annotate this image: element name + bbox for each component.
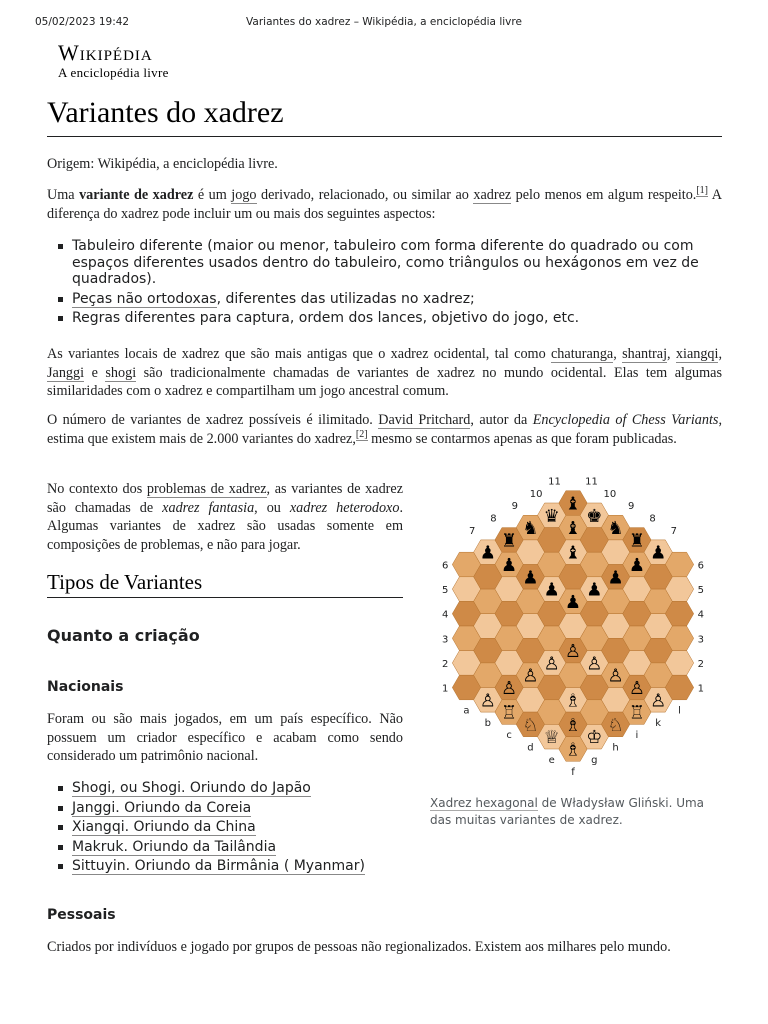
rank-label: 11 [548,476,561,488]
file-label: e [548,754,555,766]
heading-divider [47,597,403,598]
black-pawn: ♟ [543,579,560,601]
paragraph-problems [47,480,403,554]
black-pawn: ♟ [501,555,518,577]
text: No contexto dos [47,481,147,497]
rank-label: 4 [697,609,704,621]
rank-label: 4 [442,609,449,621]
text: pelo menos em algum respeito. [511,187,697,203]
rank-label: 5 [697,585,704,597]
figure-caption [430,795,710,829]
white-pawn: ♙ [650,690,667,712]
text: , [718,346,723,362]
rank-label: 3 [442,634,449,646]
paragraph-pessoais: Criados por indivíduos e jogado por grupos de pessoas não regionalizados. Existem aos milhares pelo mundo. [47,939,671,955]
reference-2[interactable]: [2] [355,428,368,440]
text: O número de variantes de xadrez possíveis é ilimitado. [47,412,379,428]
rank-label: 9 [628,501,635,513]
paragraph-ancient-variants [47,345,722,401]
file-label: b [484,717,491,729]
text: , estima que existem mais de 2.000 variantes do xadrez, [47,412,722,447]
origin-text: Origem: Wikipédia, a enciclopédia livre. [47,156,278,172]
link-xadrez-hexagonal[interactable]: Xadrez hexagonal [430,796,538,810]
link-janggi-item[interactable]: Janggi. Oriundo da Coreia [72,799,252,816]
link-shogi[interactable]: shogi [105,364,137,381]
text: mesmo se contarmos apenas as que foram publicadas. [367,430,677,447]
white-queen: ♕ [543,727,560,749]
file-label: i [635,730,639,742]
white-pawn: ♙ [479,690,496,712]
white-knight: ♘ [607,714,624,736]
link-xiangqi[interactable]: xiangqi [675,346,719,362]
link-xiangqi-item[interactable]: Xiangqi. Oriundo da China [72,819,256,835]
rank-label: 6 [442,560,449,572]
link-problemas-de-xadrez[interactable]: problemas de xadrez [146,481,267,497]
text: e [84,364,106,381]
italic-term: xadrez heterodoxo [289,499,400,516]
white-king: ♔ [586,727,603,749]
white-pawn: ♙ [607,665,624,687]
white-bishop: ♗ [564,714,582,736]
file-label: h [612,742,619,754]
white-pawn: ♙ [586,653,603,675]
intro-paragraph [47,186,722,223]
bold-term: variante de xadrez [79,187,194,203]
text: são tradicionalmente chamadas de variantes de xadrez no mundo ocidental. Elas tem algumas similaridades com o xadrez e compartilham um jogo ancestral comum. [47,364,722,399]
link-shantraj[interactable]: shantraj [622,346,668,362]
print-page-title: Variantes do xadrez – Wikipédia, a enciclopédia livre [246,16,522,28]
black-knight: ♞ [607,518,624,540]
heading-pessoais: Pessoais [47,907,116,923]
file-label: f [571,767,575,779]
file-label: l [678,705,681,717]
file-label: a [463,705,470,717]
rank-label: 8 [649,513,656,525]
text: , ou [254,499,290,516]
black-bishop: ♝ [564,542,582,564]
text: Uma [47,187,80,203]
white-rook: ♖ [501,702,518,724]
text: , as variantes de xadrez são chamadas de [47,481,403,516]
white-bishop: ♗ [564,690,582,712]
book-title: Encyclopedia of Chess Variants [532,412,719,428]
wikipedia-logo[interactable] [58,42,169,81]
list-item [47,291,707,308]
origin-note [47,155,722,174]
heading-quanto-a-criacao: Quanto a criação [47,626,200,645]
list-item: Regras diferentes para captura, ordem dos lances, objetivo do jogo, etc. [47,310,707,327]
rank-label: 11 [585,476,598,488]
aspects-list [47,238,707,330]
rank-label: 9 [511,501,518,513]
white-knight: ♘ [522,714,539,736]
rank-label: 6 [697,560,704,572]
paragraph-number-of-variants [47,411,722,448]
black-pawn: ♟ [607,567,624,589]
italic-term: xadrez fantasia [162,499,255,516]
black-knight: ♞ [522,518,539,540]
text: , diferentes das utilizadas no xadrez; [216,290,475,307]
link-sittuyin-item[interactable]: Sittuyin. Oriundo da Birmânia ( Myanmar) [72,858,365,874]
hexagonal-chess-board [423,476,723,793]
black-queen: ♛ [543,505,560,527]
rank-label: 1 [697,683,704,695]
hexagonal-chess-figure[interactable] [423,476,723,798]
rank-label: 2 [442,658,449,670]
rank-label: 7 [468,525,476,537]
heading-tipos-de-variantes: Tipos de Variantes [47,570,203,594]
list-item [47,819,407,836]
text: derivado, relacionado, ou similar ao [256,187,474,203]
text: é um [193,187,232,203]
text: , [613,346,623,362]
list-item: Tabuleiro diferente (maior ou menor, tabuleiro com forma diferente do quadrado ou com espaços diferentes usados dentro do tabuleiro, como triângulos ou hexágonos em vez de quadrados). [47,238,707,288]
rank-label: 10 [603,488,617,500]
black-pawn: ♟ [628,555,645,577]
file-label: g [591,754,598,766]
rank-label: 8 [490,513,497,525]
rank-label: 10 [529,488,543,500]
caption-text: de Władysław Gliński. Uma das muitas variantes de xadrez. [430,796,705,827]
link-xadrez[interactable]: xadrez [473,187,512,203]
file-label: d [527,742,534,754]
link-jogo[interactable]: jogo [231,187,257,203]
white-bishop: ♗ [564,739,582,761]
black-pawn: ♟ [479,542,496,564]
black-pawn: ♟ [586,579,603,601]
print-date: 05/02/2023 19:42 [35,16,130,28]
logo-wordmark: Wikipédia [58,40,153,65]
text: , [667,346,676,362]
link-makruk-item[interactable]: Makruk. Oriundo da Tailândia [72,838,277,855]
title-divider [47,136,722,137]
black-bishop: ♝ [564,518,582,540]
text: , autor da [470,412,533,428]
link-david-pritchard[interactable]: David Pritchard [378,412,471,428]
black-rook: ♜ [501,530,518,552]
list-item [47,780,407,797]
white-rook: ♖ [628,702,645,724]
rank-label: 1 [442,683,449,695]
black-pawn: ♟ [650,542,667,564]
text: As variantes locais de xadrez que são mais antigas que o xadrez ocidental, tal como [47,346,551,362]
file-label: c [506,730,512,742]
list-item [47,839,407,856]
rank-label: 3 [697,634,704,646]
link-pecas-nao-ortodoxas[interactable]: Peças não ortodoxas [72,290,217,307]
list-item [47,800,407,817]
text: A diferença do xadrez pode incluir um ou mais dos seguintes aspectos: [47,187,722,222]
reference-1[interactable]: [1] [696,185,709,197]
text: . Algumas variantes de xadrez são usadas somente em composições de problemas, e não para jogar. [47,499,403,553]
rank-label: 7 [670,525,678,537]
black-rook: ♜ [628,530,645,552]
rank-label: 5 [442,585,449,597]
list-item [47,858,407,875]
paragraph-nacionais: Foram ou são mais jogados, em um país específico. Não possuem um criador específico e acabam como sendo considerado um patrimônio nacional. [47,711,403,764]
white-pawn: ♙ [628,677,645,699]
white-pawn: ♙ [522,665,539,687]
logo-tagline: A enciclopédia livre [58,65,169,80]
white-pawn: ♙ [564,641,582,663]
link-chaturanga[interactable]: chaturanga [551,346,614,362]
white-pawn: ♙ [501,677,518,699]
link-janggi[interactable]: Janggi [47,364,85,381]
heading-nacionais: Nacionais [47,679,124,695]
national-variants-list [47,780,407,878]
black-bishop: ♝ [564,493,582,515]
page-title: Variantes do xadrez [47,96,284,129]
black-pawn: ♟ [564,591,582,613]
rank-label: 2 [697,658,704,670]
white-pawn: ♙ [543,653,560,675]
black-pawn: ♟ [522,567,539,589]
file-label: k [655,717,662,729]
link-shogi-item[interactable]: Shogi, ou Shogi. Oriundo do Japão [72,780,311,796]
black-king: ♚ [586,505,603,527]
